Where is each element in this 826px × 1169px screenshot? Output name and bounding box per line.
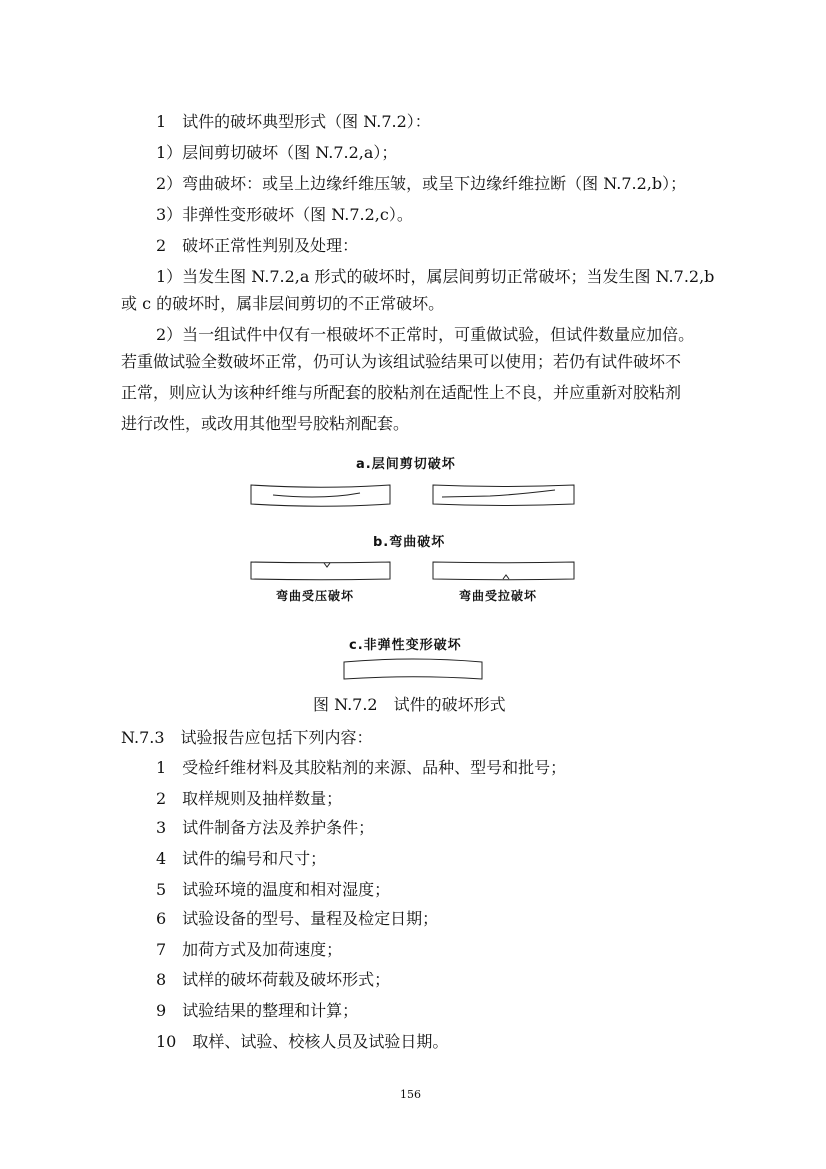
n73-heading: N.7.3 试验报告应包括下列内容： (121, 728, 373, 747)
figure-b-title: b.弯曲破坏 (373, 535, 446, 550)
section2-para2-line1: 2）当一组试件中仅有一根破坏不正常时，可重做试验，但试件数量应加倍。 (156, 325, 695, 344)
section2-para2-line4: 进行改性，或改用其他型号胶粘剂配套。 (121, 414, 410, 433)
n73-item-2: 2 取样规则及抽样数量； (156, 789, 343, 808)
section2-heading: 2 破坏正常性判别及处理： (156, 236, 359, 255)
n73-item-6: 6 试验设备的型号、量程及检定日期； (156, 909, 439, 928)
figure-b-right-label: 弯曲受拉破坏 (459, 589, 538, 603)
specimen-c (340, 656, 486, 684)
section2-para1-line1: 1）当发生图 N.7.2,a 形式的破坏时，属层间剪切正常破坏；当发生图 N.7.2,b (156, 267, 715, 286)
section1-item-3: 3）非弹性变形破坏（图 N.7.2,c）。 (156, 205, 413, 224)
figure-a-title: a.层间剪切破坏 (356, 457, 456, 472)
section1-item-2: 2）弯曲破坏：或呈上边缘纤维压皱，或呈下边缘纤维拉断（图 N.7.2,b）； (156, 174, 687, 193)
n73-item-9: 9 试验结果的整理和计算； (156, 1001, 359, 1020)
n73-item-8: 8 试样的破坏荷载及破坏形式； (156, 970, 391, 989)
n73-item-7: 7 加荷方式及加荷速度； (156, 940, 343, 959)
n73-item-1: 1 受检纤维材料及其胶粘剂的来源、品种、型号和批号； (156, 758, 567, 777)
section2-para1-line2: 或 c 的破坏时，属非层间剪切的不正常破坏。 (121, 294, 445, 313)
section1-item-1: 1）层间剪切破坏（图 N.7.2,a）； (156, 143, 398, 162)
specimen-a-right (430, 480, 578, 508)
specimen-a-left (248, 480, 394, 508)
section2-para2-line3: 正常，则应认为该种纤维与所配套的胶粘剂在适配性上不良，并应重新对胶粘剂 (121, 383, 682, 402)
n73-item-3: 3 试件制备方法及养护条件； (156, 818, 375, 837)
figure-c-title: c.非弹性变形破坏 (349, 638, 462, 653)
section1-heading: 1 试件的破坏典型形式（图 N.7.2）： (156, 112, 431, 131)
specimen-b-right (430, 559, 578, 583)
section2-para2-line2: 若重做试验全数破坏正常，仍可认为该组试验结果可以使用；若仍有试件破坏不 (121, 352, 682, 371)
n73-item-4: 4 试件的编号和尺寸； (156, 849, 327, 868)
specimen-b-left (248, 559, 394, 583)
n73-item-5: 5 试验环境的温度和相对湿度； (156, 880, 391, 899)
figure-caption: 图 N.7.2 试件的破坏形式 (313, 695, 506, 714)
page-number: 156 (400, 1088, 421, 1101)
figure-b-left-label: 弯曲受压破坏 (276, 589, 355, 603)
n73-item-10: 10 取样、试验、校核人员及试验日期。 (156, 1032, 449, 1051)
